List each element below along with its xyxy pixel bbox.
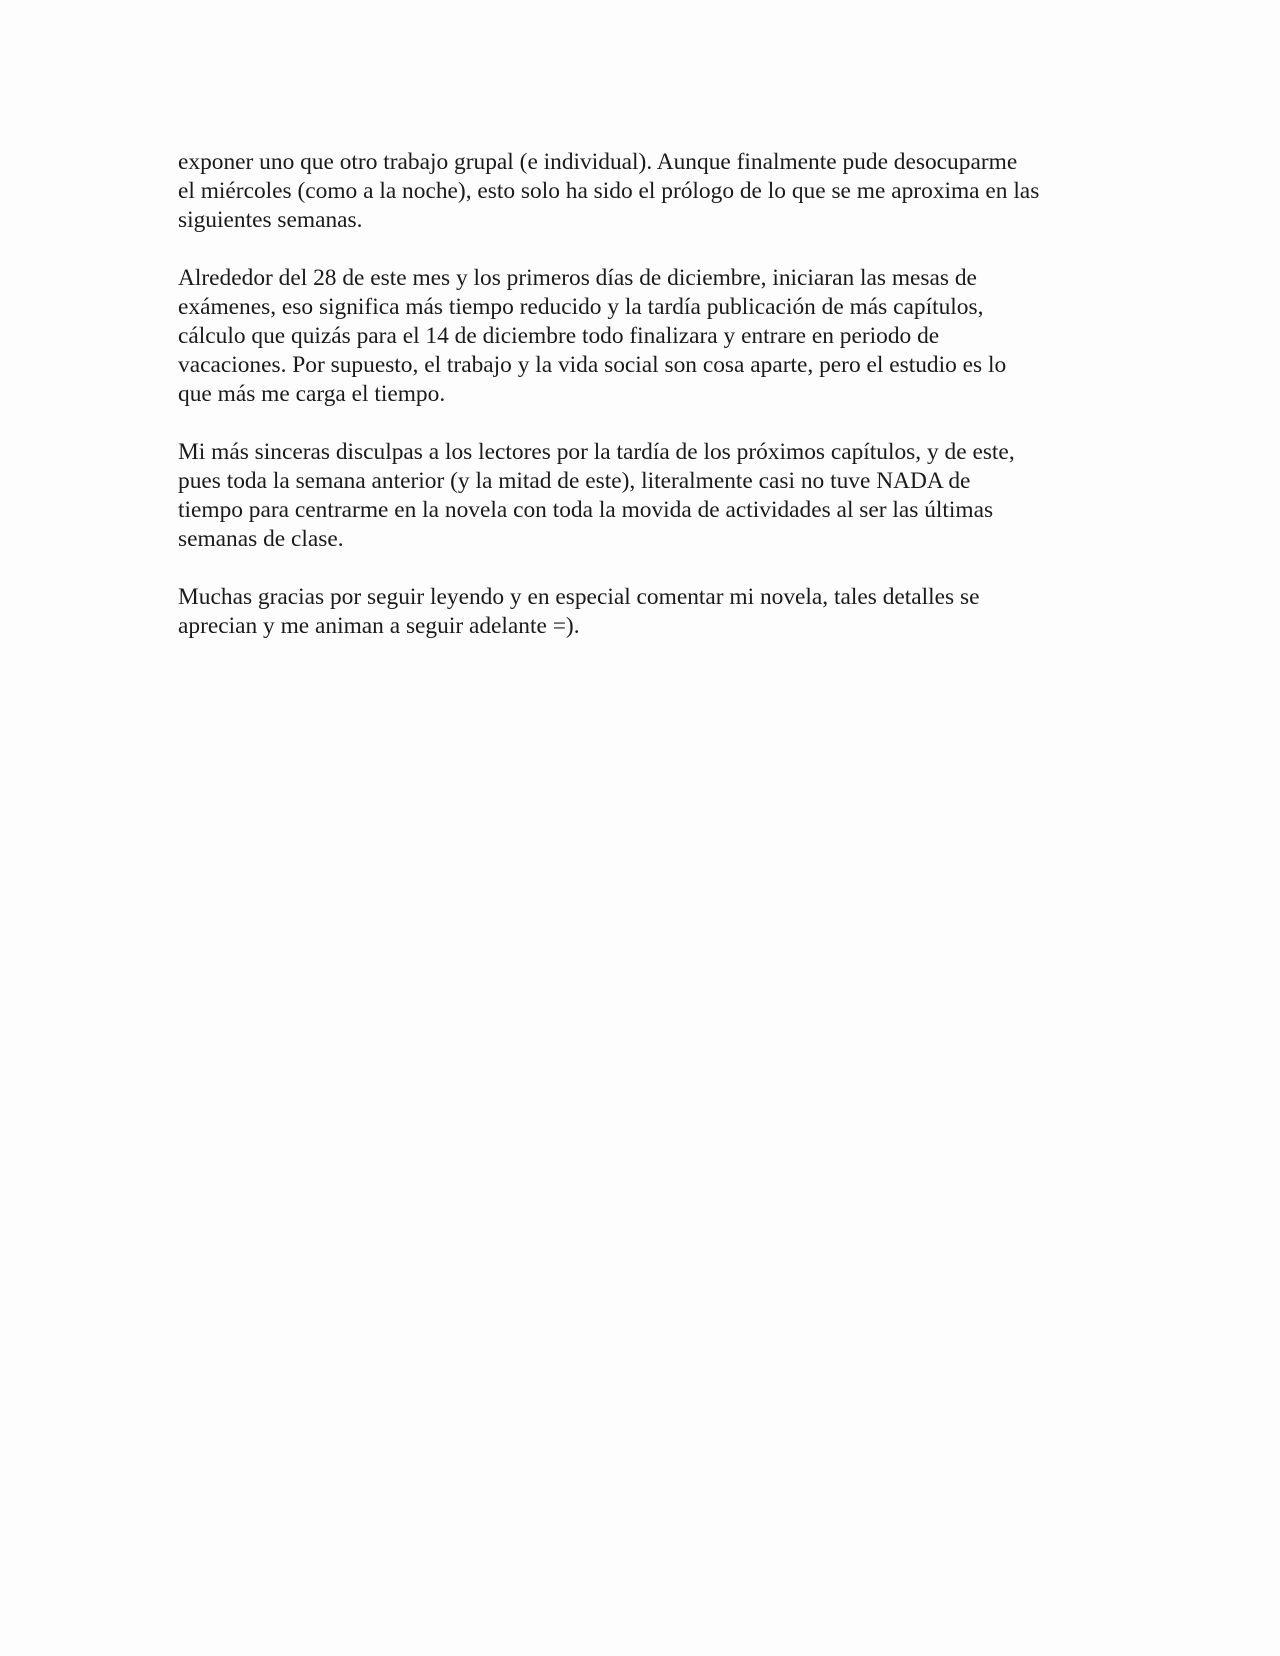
text-line: tiempo para centrarme en la novela con toda la movida de actividades al ser las últimas (178, 497, 994, 523)
text-line: Alrededor del 28 de este mes y los primeros días de diciembre, iniciaran las mesas de (178, 265, 977, 291)
text-line: siguientes semanas. (178, 207, 363, 233)
paragraph-3 (178, 438, 1118, 554)
text-line: aprecian y me animan a seguir adelante =). (178, 613, 580, 639)
text-line: exponer uno que otro trabajo grupal (e individual). Aunque finalmente pude desocuparme (178, 149, 1018, 175)
text-line: el miércoles (como a la noche), esto solo ha sido el prólogo de lo que se me aproxima en las (178, 178, 1040, 204)
paragraph-4 (178, 583, 1118, 641)
paragraph-2 (178, 264, 1118, 409)
text-line: que más me carga el tiempo. (178, 381, 446, 407)
text-line: cálculo que quizás para el 14 de diciembre todo finalizara y entrare en periodo de (178, 323, 940, 349)
text-line: vacaciones. Por supuesto, el trabajo y la vida social son cosa aparte, pero el estudio es lo (178, 352, 1007, 378)
text-line: Muchas gracias por seguir leyendo y en especial comentar mi novela, tales detalles se (178, 584, 980, 610)
document-body (178, 148, 1118, 670)
text-line: exámenes, eso significa más tiempo reducido y la tardía publicación de más capítulos, (178, 294, 984, 320)
text-line: Mi más sinceras disculpas a los lectores por la tardía de los próximos capítulos, y de este, (178, 439, 1015, 465)
paragraph-1 (178, 148, 1118, 235)
text-line: semanas de clase. (178, 526, 344, 552)
text-line: pues toda la semana anterior (y la mitad de este), literalmente casi no tuve NADA de (178, 468, 971, 494)
